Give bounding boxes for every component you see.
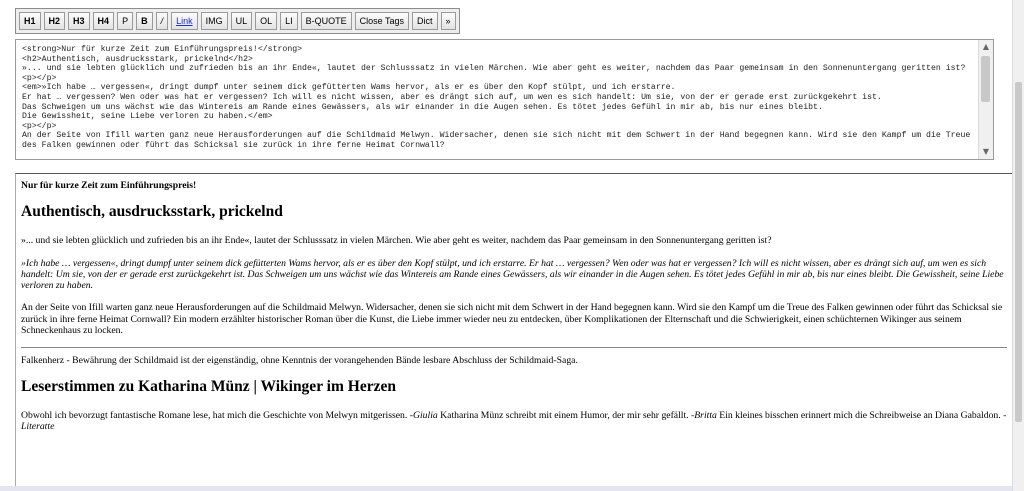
page-scrollbar-thumb[interactable] <box>1015 82 1022 422</box>
italic-button[interactable]: / <box>156 12 169 30</box>
preview-series-note: Falkenherz - Bewährung der Schildmaid ist der eigenständig, ohne Kenntnis der vorangehenden Bände lesbare Abschluss der Schildmaid-Saga. <box>21 355 578 367</box>
ordered-list-button[interactable]: OL <box>255 12 277 30</box>
h3-button[interactable]: H3 <box>68 12 90 30</box>
h2-button[interactable]: H2 <box>44 12 66 30</box>
preview-intro: »... und sie lebten glücklich und zufrieden bis an ihr Ende«, lautet der Schlusssatz in vielen Märchen. Wie aber geht es weiter, nachdem das Paar gemeinsam in den Sonnenuntergang geritten ist? <box>21 235 772 247</box>
review-author: -Literatte <box>21 409 1007 432</box>
editor-scrollbar-thumb[interactable] <box>981 56 990 102</box>
preview-body: An der Seite von Ifill warten ganz neue Herausforderungen auf die Schildmaid Melwyn. Widersacher, denen sie sich nicht mit dem Schwert in der Hand begegnen kann. Wird sie den Kampf um die Treue des Falken gewinnen oder führt das Schicksal sie zurück in ihre ferne Heimat Cornwall? Ein modern erzählter historischer Roman über die Kunst, die Liebe immer wieder neu zu entdecken, über Komplikationen der Elternschaft und die Schwierigkeit, einen schüchternen Wikinger aus seinem Schneckenhaus zu locken. <box>21 302 1003 337</box>
html-source-editor[interactable] <box>15 39 994 160</box>
preview-reviews <box>21 410 1007 433</box>
preview-excerpt: »Ich habe … vergessen«, dringt dumpf unter seinem dick gefütterten Wams hervor, als er es über den Kopf stülpt, und ich erstarre. Er hat … vergessen? Wen oder was hat er vergessen? Ich will es nicht wissen, aber es drängt sich auf, um wen es sich handelt: Um sie, von der er gerade erst zurückgekehrt ist. Das Schweigen um uns wächst wie das Wintereis am Rande eines Gewässers, als wir einander in die Augen sehen. Es tötet jedes Gefühl in mir ab, bis nur eines bleibt. Die Gewissheit, seine Liebe verloren zu haben. <box>21 257 1004 292</box>
content-preview <box>15 173 1012 491</box>
horizontal-scrollbar[interactable] <box>0 486 1012 491</box>
image-button[interactable]: IMG <box>201 12 228 30</box>
review-text: Ein kleines bisschen erinnert mich die Schreibweise an Diana Gabaldon. <box>716 409 1004 421</box>
list-item-button[interactable]: LI <box>280 12 298 30</box>
review-author: -Giulia <box>409 409 438 421</box>
h4-button[interactable]: H4 <box>93 12 115 30</box>
bold-button[interactable]: B <box>136 12 153 30</box>
unordered-list-button[interactable]: UL <box>231 12 253 30</box>
review-text: Katharina Münz schreibt mit einem Humor, der mir sehr gefällt. <box>437 409 692 421</box>
dictionary-button[interactable]: Dict <box>412 12 438 30</box>
preview-reviews-heading: Leserstimmen zu Katharina Münz | Wikinger im Herzen <box>21 377 396 395</box>
paragraph-button[interactable]: P <box>117 12 133 30</box>
page-scrollbar[interactable] <box>1012 0 1024 491</box>
preview-heading: Authentisch, ausdrucksstark, prickelnd <box>21 203 283 221</box>
scroll-down-icon[interactable]: ▼ <box>982 147 990 156</box>
preview-divider <box>21 347 1007 348</box>
preview-strong-text: Nur für kurze Zeit zum Einführungspreis! <box>21 180 197 191</box>
more-button[interactable]: » <box>441 12 456 30</box>
blockquote-button[interactable]: B-QUOTE <box>301 12 352 30</box>
scroll-up-icon[interactable]: ▲ <box>982 42 990 51</box>
editor-toolbar <box>15 8 460 34</box>
editor-scrollbar[interactable] <box>978 40 993 159</box>
close-tags-button[interactable]: Close Tags <box>355 12 409 30</box>
review-author: -Britta <box>691 409 717 421</box>
review-text: Obwohl ich bevorzugt fantastische Romane lese, hat mich die Geschichte von Melwyn mitgerissen. <box>21 409 410 421</box>
link-button[interactable]: Link <box>171 12 198 30</box>
editor-source-text[interactable]: <strong>Nur für kurze Zeit zum Einführungspreis!</strong> <h2>Authentisch, ausdrucksstark, prickelnd</h2> »... und sie lebten glücklich und zufrieden bis an ihr Ende«, lautet der Schlusssatz in vielen Märchen. Wie aber geht es weiter, nachdem das Paar gemeinsam in den Sonnenuntergang geritten ist? <p></p> <em>»Ich habe … vergessen«, dringt dumpf unter seinem dick gefütterten Wams hervor, als er es über den Kopf stülpt, und ich erstarre. Er hat … vergessen? Wen oder was hat er vergessen? Ich will es nicht wissen, aber es drängt sich auf, um wen es sich handelt: Um sie, von der er gerade erst zurückgekehrt ist. Das Schweigen um uns wächst wie das Wintereis am Rande eines Gewässers, als wir einander in die Augen sehen. Es tötet jedes Gefühl in mir ab, bis nur eines bleibt. Die Gewissheit, seine Liebe verloren zu haben.</em> <p></p> An der Seite von Ifill warten ganz neue Herausforderungen auf die Schildmaid Melwyn. Widersacher, denen sie sich nicht mit dem Schwert in der Hand begegnen kann. Wird sie den Kampf um die Treue des Falken gewinnen oder führt das Schicksal sie zurück in ihre ferne Heimat Cornwall? <box>22 45 971 150</box>
h1-button[interactable]: H1 <box>19 12 41 30</box>
